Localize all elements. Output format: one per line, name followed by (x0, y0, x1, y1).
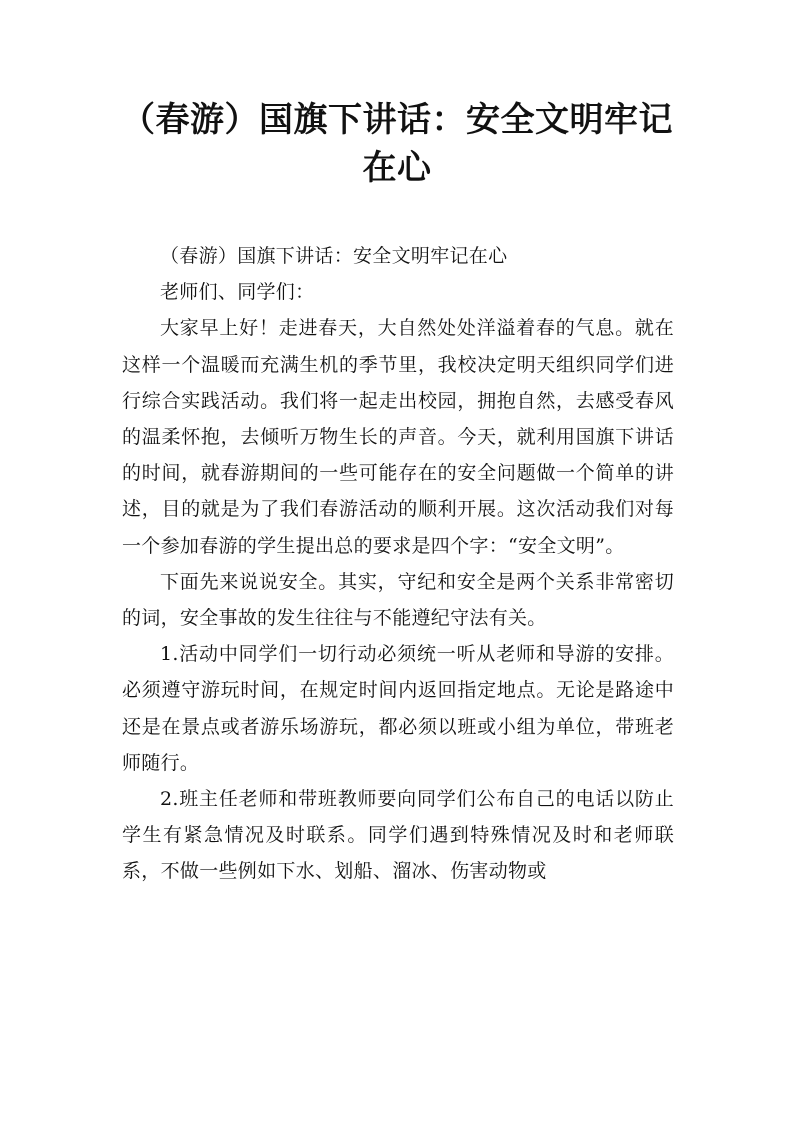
rule-2-paragraph: 2.班主任老师和带班教师要向同学们公布自己的电话以防止学生有紧急情况及时联系。同学们遇到特殊情况及时和老师联系，不做一些例如下水、划船、溜冰、伤害动物或 (122, 788, 674, 883)
greeting-paragraph: 大家早上好！走进春天，大自然处处洋溢着春的气息。就在这样一个温暖而充满生机的季节里，我校决定明天组织同学们进行综合实践活动。我们将一起走出校园，拥抱自然，去感受春风的温柔怀抱，去倾听万物生长的声音。今天，就利用国旗下讲话的时间，就春游期间的一些可能存在的安全问题做一个简单的讲述，目的就是为了我们春游活动的顺利开展。这次活动我们对每一个参加春游的学生提出总的要求是四个字：“安全文明”。 (122, 317, 674, 557)
rule-1-paragraph: 1.活动中同学们一切行动必须统一听从老师和导游的安排。必须遵守游玩时间，在规定时间内返回指定地点。无论是路途中还是在景点或者游乐场游玩，都必须以班或小组为单位，带班老师随行。 (122, 643, 674, 774)
document-body (122, 238, 674, 890)
safety-intro-paragraph: 下面先来说说安全。其实，守纪和安全是两个关系非常密切的词，安全事故的发生往往与不能遵纪守法有关。 (122, 570, 674, 630)
salutation-paragraph: 老师们、同学们： (160, 281, 315, 304)
document-title: （春游）国旗下讲话：安全文明牢记在心 (121, 100, 673, 188)
subtitle-paragraph: （春游）国旗下讲话：安全文明牢记在心 (160, 245, 508, 267)
